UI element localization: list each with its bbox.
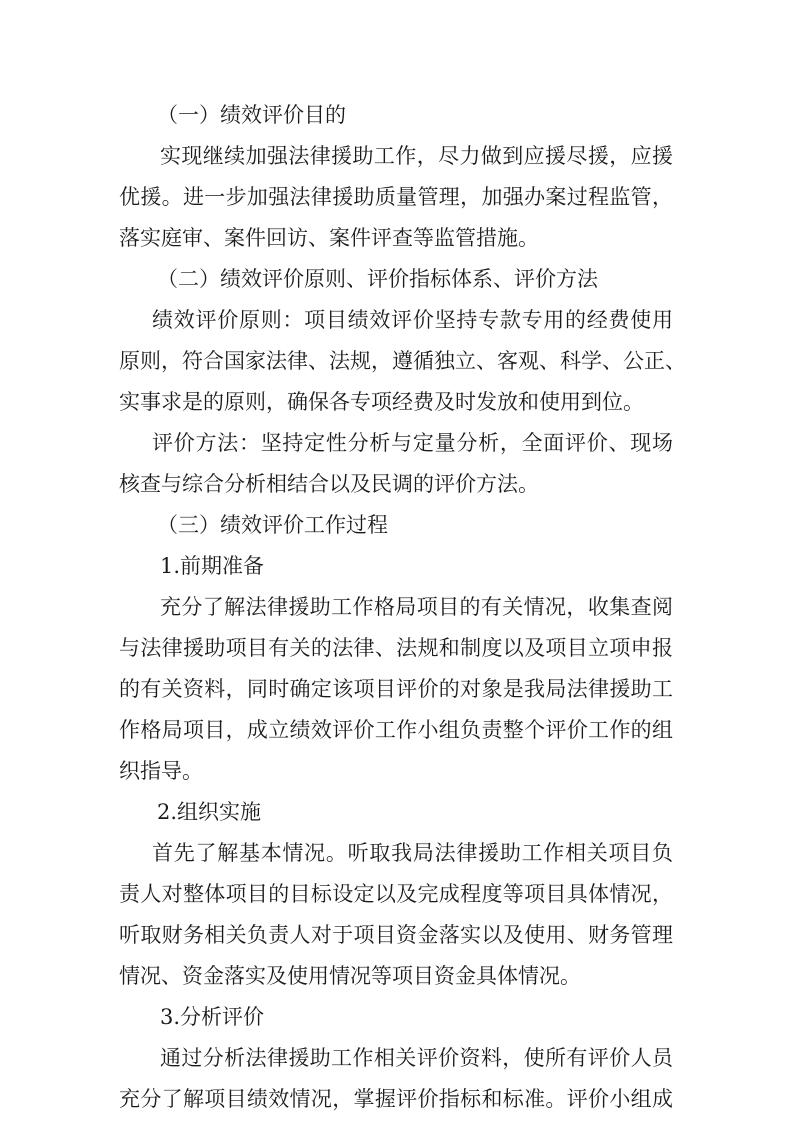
- paragraph-line: 织指导。: [119, 759, 203, 783]
- paragraph-line: 与法律援助项目有关的法律、法规和制度以及项目立项申报: [119, 636, 673, 660]
- subheading-preparation: 1.前期准备: [160, 554, 265, 578]
- paragraph-line: 的有关资料，同时确定该项目评价的对象是我局法律援助工: [119, 677, 673, 701]
- paragraph-line: 评价方法：坚持定性分析与定量分析，全面评价、现场: [152, 431, 673, 455]
- paragraph-line: 实现继续加强法律援助工作，尽力做到应援尽援，应援: [160, 144, 673, 168]
- paragraph-line: 核查与综合分析相结合以及民调的评价方法。: [119, 472, 539, 496]
- paragraph-line: 作格局项目，成立绩效评价工作小组负责整个评价工作的组: [119, 718, 673, 742]
- paragraph-line: 责人对整体项目的目标设定以及完成程度等项目具体情况，: [119, 882, 673, 906]
- heading-evaluation-purpose: （一）绩效评价目的: [157, 103, 346, 127]
- subheading-analysis: 3.分析评价: [160, 1005, 265, 1029]
- paragraph-line: 听取财务相关负责人对于项目资金落实以及使用、财务管理: [119, 923, 673, 947]
- paragraph-line: 情况、资金落实及使用情况等项目资金具体情况。: [119, 964, 581, 988]
- heading-evaluation-process: （三）绩效评价工作过程: [157, 513, 388, 537]
- subheading-implementation: 2.组织实施: [157, 800, 262, 824]
- heading-principles-methods: （二）绩效评价原则、评价指标体系、评价方法: [157, 267, 598, 291]
- paragraph-line: 首先了解基本情况。听取我局法律援助工作相关项目负: [152, 841, 673, 865]
- paragraph-line: 落实庭审、案件回访、案件评查等监管措施。: [119, 226, 539, 250]
- paragraph-line: 原则，符合国家法律、法规，遵循独立、客观、科学、公正、: [119, 349, 686, 373]
- paragraph-line: 实事求是的原则，确保各专项经费及时发放和使用到位。: [119, 390, 644, 414]
- paragraph-line: 通过分析法律援助工作相关评价资料，使所有评价人员: [160, 1046, 673, 1070]
- paragraph-line: 充分了解项目绩效情况，掌握评价指标和标准。评价小组成: [119, 1087, 673, 1111]
- paragraph-line: 绩效评价原则：项目绩效评价坚持专款专用的经费使用: [152, 308, 673, 332]
- paragraph-line: 优援。进一步加强法律援助质量管理，加强办案过程监管，: [119, 185, 673, 209]
- paragraph-line: 充分了解法律援助工作格局项目的有关情况，收集查阅: [160, 595, 673, 619]
